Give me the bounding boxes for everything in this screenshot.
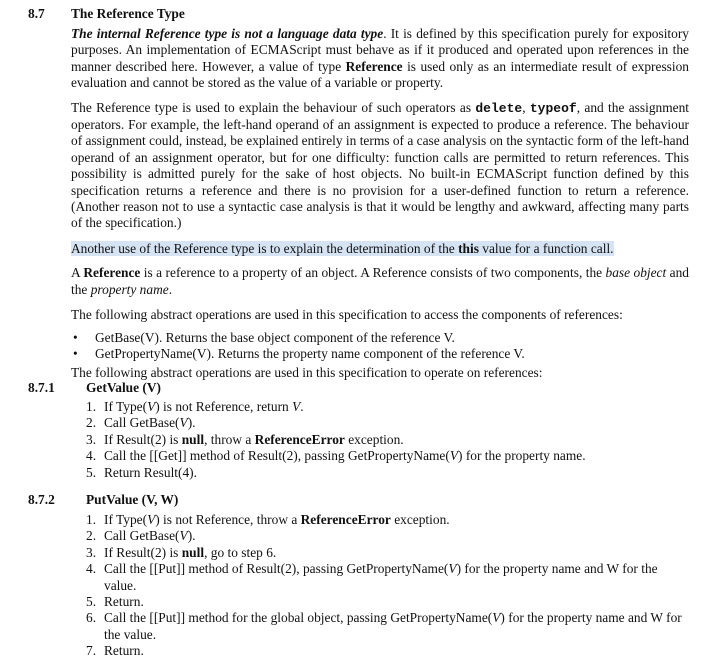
para4-text-d: . [168, 281, 173, 297]
step-text: V [292, 399, 301, 414]
this-paragraph [71, 241, 689, 257]
step-text: Call GetBase( [104, 528, 180, 544]
step-text: ReferenceError [254, 431, 345, 447]
intro-paragraph [71, 26, 689, 92]
step-text: ) is not Reference, return [155, 399, 293, 414]
putvalue-title: PutValue (V, W) [86, 492, 179, 507]
list-item [71, 346, 689, 362]
step-text: , go to step 6. [204, 544, 277, 560]
step-text: If Type( [104, 512, 148, 527]
step-number: 1. [86, 512, 97, 527]
algorithm-step [86, 512, 686, 528]
step-text: Call the [[Put]] method for the global object, passing GetPropertyName( [104, 610, 493, 626]
para4-text-c: and the [71, 265, 689, 297]
step-text: V [147, 512, 156, 527]
bullet-text: GetBase(V). Returns the base object component of the reference V. [95, 329, 455, 345]
step-text: V [147, 399, 156, 414]
step-text: ) is not Reference, throw a [155, 512, 301, 527]
access-ops-list [71, 330, 689, 363]
getvalue-title: GetValue (V) [86, 380, 162, 395]
step-number: 6. [86, 610, 97, 626]
step-number: 3. [86, 544, 97, 560]
putvalue-number: 8.7.2 [28, 492, 55, 507]
step-text: Return. [104, 594, 144, 610]
putvalue-steps [86, 512, 686, 660]
para4-text-b: is a reference to a property of an object. A Reference consists of two components, the [140, 265, 606, 281]
algorithm-step [86, 545, 686, 561]
algorithm-step [86, 561, 686, 594]
para2-text-a: The Reference type is used to explain the behaviour of such operators as [71, 99, 476, 115]
algorithm-step [86, 594, 686, 610]
operate-ops-paragraph: The following abstract operations are used in this specification to operate on references: [71, 365, 543, 381]
algorithm-step [86, 415, 686, 431]
step-text: ) for the property name and W for the value. [104, 610, 682, 642]
getvalue-number: 8.7.1 [28, 380, 55, 395]
bullet-text: GetPropertyName(V). Returns the property name component of the reference V. [95, 345, 525, 361]
step-text: ) for the property name and W for the value. [104, 561, 658, 593]
section-body [71, 26, 689, 382]
section-title: The Reference Type [71, 6, 185, 21]
step-text: ) for the property name. [458, 448, 586, 464]
step-text: null [181, 544, 205, 560]
algorithm-step [86, 528, 686, 544]
algorithm-step [86, 432, 686, 448]
step-text: . [300, 399, 304, 414]
step-text: V [179, 415, 188, 431]
access-ops-paragraph: The following abstract operations are used in this specification to access the components of references: [71, 307, 623, 323]
intro-lead: The internal Reference type is not a language data type [71, 26, 384, 41]
para2-comma: , [522, 99, 530, 115]
step-number: 5. [86, 464, 97, 480]
para3-text-b: value for a function call. [478, 240, 614, 256]
step-text: If Type( [104, 399, 148, 414]
step-text: If Result(2) is [104, 431, 182, 447]
step-text: ). [187, 415, 196, 431]
step-text: V [492, 610, 501, 626]
intro-text-a: . It is defined by this specification purely for expository purposes. An implementation of ECMAScript must behave as if it produced and operated upon references in the manner described here. However, a value of type [71, 26, 689, 74]
step-number: 1. [86, 399, 97, 414]
reference-definition-paragraph [71, 265, 689, 298]
section-number: 8.7 [28, 6, 45, 21]
step-text: ). [187, 528, 196, 544]
bullet-icon: • [73, 345, 78, 361]
getvalue-steps [86, 399, 686, 481]
para2-text-b: , and the assignment operators. For example, the left-hand operand of an assignment is expected to produce a reference. The behaviour of assignment could, instead, be explained entirely in terms of a case analysis on the syntactic form of the left-hand operand of an assignment operator, but for one difficulty: function calls are permitted to return references. This possibility is admitted purely for the sake of host objects. No built-in ECMAScript function defined by this specification returns a reference and there is no provision for a user-defined function to return a reference. (Another reason not to use a syntactic case analysis is that it would be lengthy and awkward, affecting many parts of the specification.) [71, 99, 689, 231]
delete-keyword: delete [475, 100, 523, 116]
step-text: If Result(2) is [104, 544, 182, 560]
operators-paragraph [71, 100, 689, 232]
step-text: null [181, 431, 205, 447]
this-keyword: this [458, 240, 479, 256]
step-text: Call GetBase( [104, 415, 180, 431]
intro-reference-word: Reference [345, 58, 403, 74]
step-text: V [179, 528, 188, 544]
property-name-term: property name [90, 281, 169, 297]
step-text: Call the [[Get]] method of Result(2), passing GetPropertyName( [104, 448, 450, 464]
algorithm-step [86, 448, 686, 464]
bullet-icon: • [73, 329, 78, 345]
algorithm-step [86, 399, 686, 415]
para4-text-a: A [71, 265, 84, 281]
step-text: exception. [344, 431, 404, 447]
step-number: 2. [86, 415, 97, 431]
step-text: ReferenceError [300, 512, 391, 527]
step-text: exception. [390, 512, 450, 527]
step-number: 4. [86, 561, 97, 577]
typeof-keyword: typeof [529, 100, 577, 116]
reference-term: Reference [83, 265, 141, 281]
intro-text-b: is used only as an intermediate result of expression evaluation and cannot be stored as the value of a variable or property. [71, 58, 689, 91]
step-text: V [448, 561, 457, 577]
step-text: Return. [104, 643, 144, 659]
step-text: Call the [[Put]] method of Result(2), passing GetPropertyName( [104, 561, 449, 577]
highlighted-selection[interactable] [71, 241, 614, 256]
step-number: 3. [86, 431, 97, 447]
step-number: 2. [86, 528, 97, 544]
para3-text-a: Another use of the Reference type is to explain the determination of the [71, 240, 459, 256]
step-number: 4. [86, 448, 97, 464]
algorithm-step [86, 465, 686, 481]
step-text: V [449, 448, 459, 464]
step-number: 7. [86, 643, 97, 659]
algorithm-step [86, 643, 686, 659]
step-text: , throw a [204, 431, 255, 447]
algorithm-step [86, 610, 686, 643]
step-text: Return Result(4). [104, 464, 197, 480]
step-number: 5. [86, 594, 97, 610]
list-item [71, 330, 689, 346]
base-object-term: base object [605, 265, 667, 281]
